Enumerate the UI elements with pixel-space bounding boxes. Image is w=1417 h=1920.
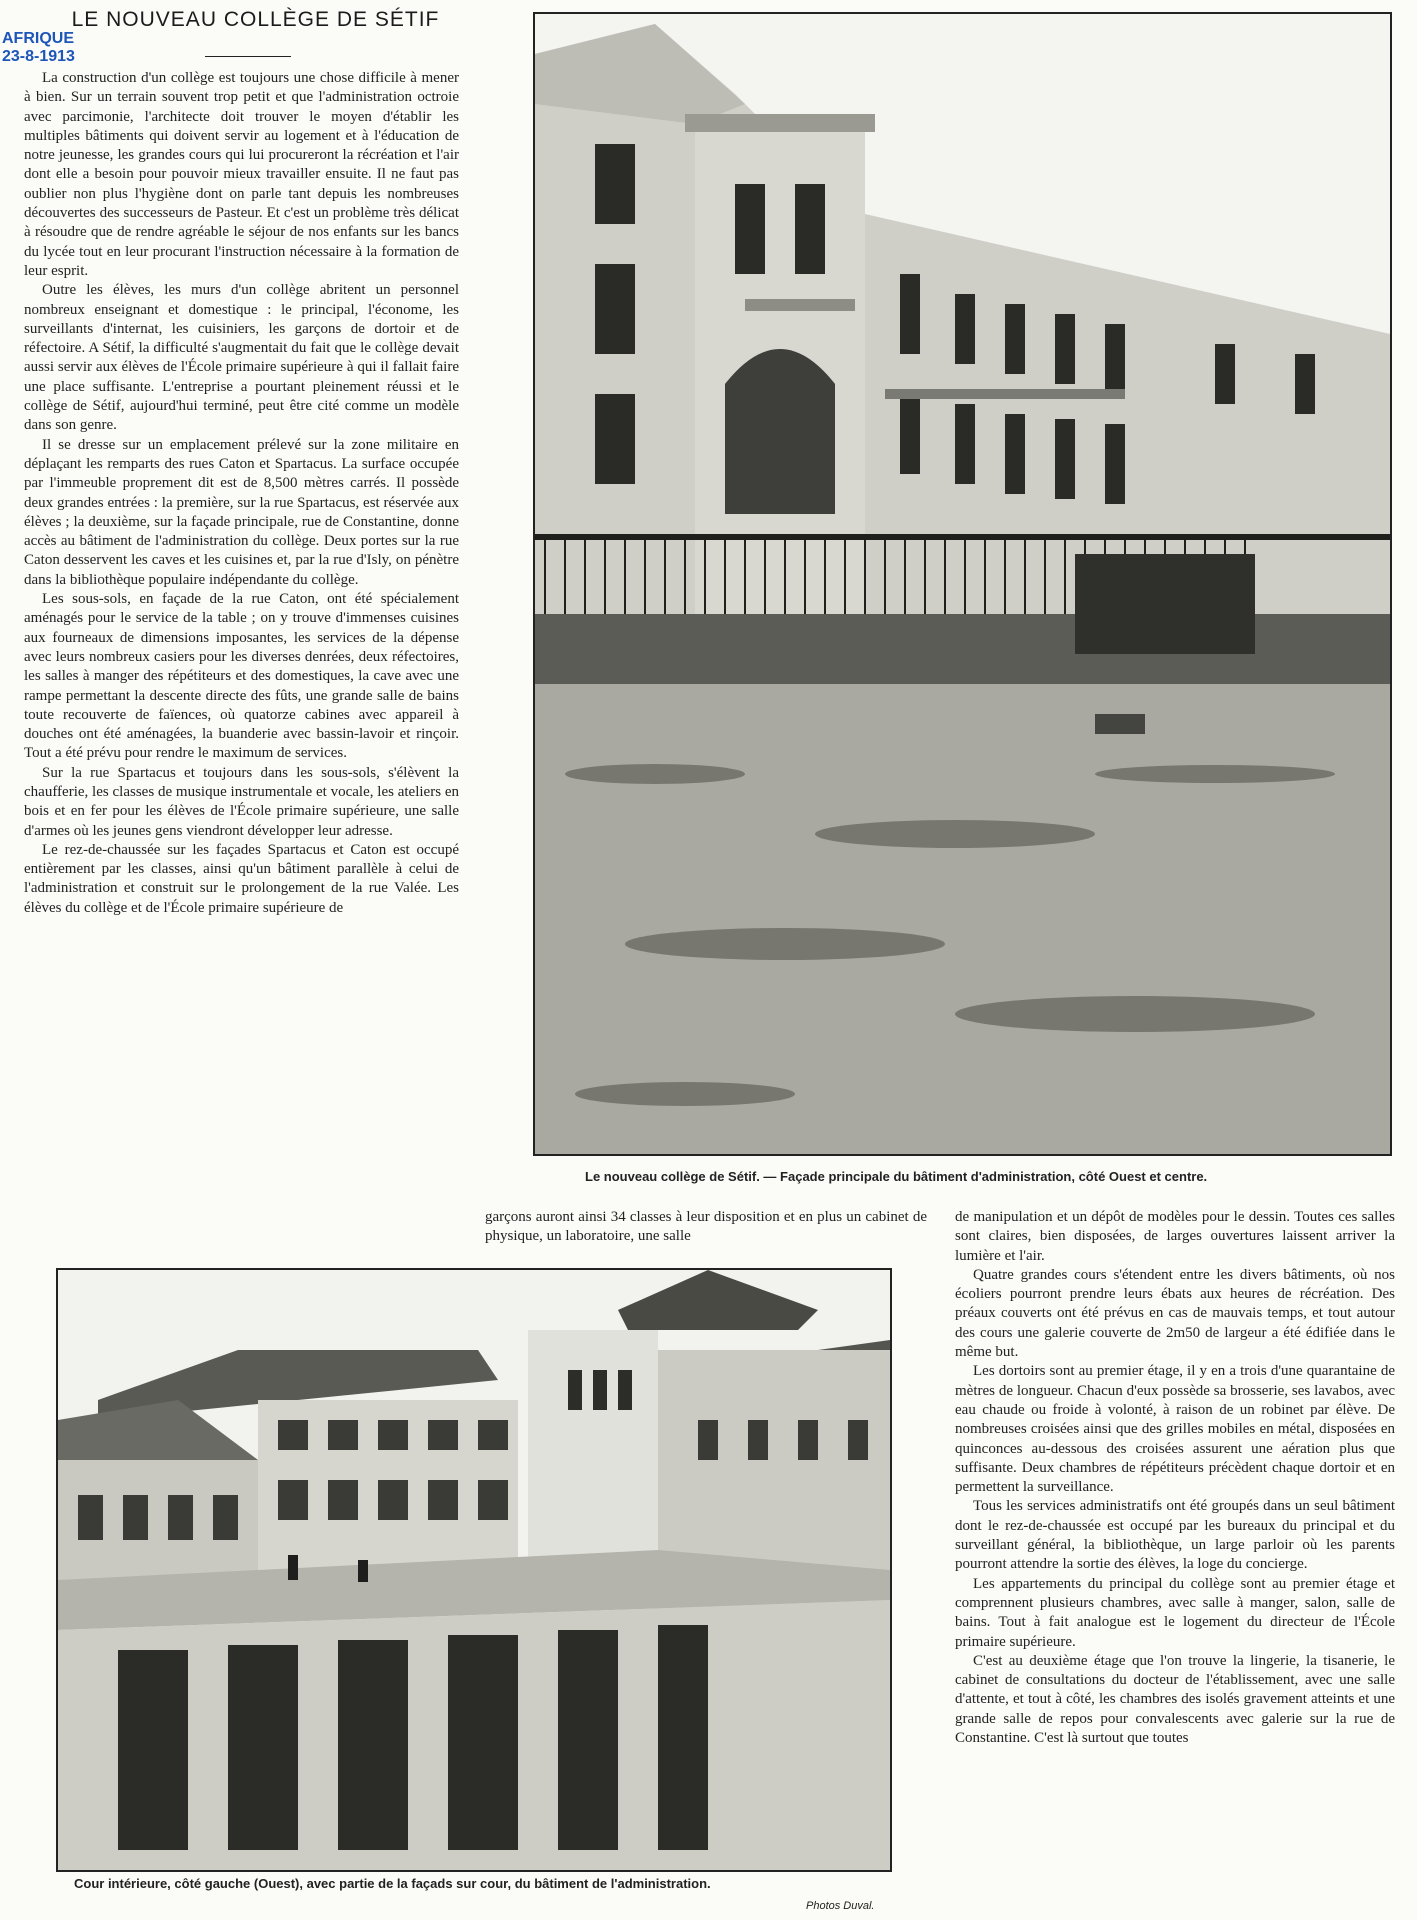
paragraph: Tous les services administratifs ont été groupés dans un seul bâtiment dont le rez-de-chaussée est occupé par les bureaux du principal et du surveillant général, la bibliothèque, un large parloir où les parents pourront attendre la sortie des élèves, la loge du concierge.	[955, 1498, 1395, 1573]
text-column-left	[24, 69, 459, 1247]
photo-facade	[533, 12, 1392, 1156]
photo-caption-facade: Le nouveau collège de Sétif. — Façade principale du bâtiment d'administration, côté Ouest et centre.	[585, 1169, 1208, 1184]
photo-caption-courtyard: Cour intérieure, côté gauche (Ouest), avec partie de la façads sur cour, du bâtiment de l'administration.	[74, 1876, 711, 1891]
paragraph: Les dortoirs sont au premier étage, il y en a trois d'une quarantaine de mètres de longueur. Chacun d'eux possède sa brosserie, ses lavabos, avec eau chaude ou froide à volonté, à raison de un robinet par élève. De nombreuses croisées ainsi que des grilles mobiles en métal, disposées en quinconces au-dessous des croisées assurent une aération plus que suffisante. Deux chambres de répétiteurs précèdent chaque dortoir et en permettent la surveillance.	[955, 1363, 1395, 1496]
paragraph: garçons auront ainsi 34 classes à leur disposition et en plus un cabinet de physique, un laboratoire, une salle	[485, 1209, 927, 1245]
article-title: LE NOUVEAU COLLÈGE DE SÉTIF	[71, 8, 440, 31]
stamp-source: AFRIQUE	[2, 30, 74, 47]
text-column-right	[955, 1208, 1395, 1916]
photo-courtyard	[56, 1268, 892, 1872]
paragraph: Les appartements du principal du collège sont au premier étage et comprennent plusieurs chambres, avec salle à manger, salon, salle de bains. Tout à fait analogue est le logement du directeur de l'École primaire supérieure.	[955, 1575, 1395, 1650]
paragraph: Les sous-sols, en façade de la rue Caton, ont été spécialement aménagés pour le service de la table ; on y trouve d'immenses cuisines aux fourneaux de dimensions imposantes, les services de la dépense avec leurs nombreux casiers pour les diverses denrées, deux réfectoires, les salles à manger des répétiteurs et des domestiques, la cave avec une rampe permettant la descente directe des fûts, une grande salle de bains toute recouverte de faïences, où quatorze cabines avec appareil à douches ont été aménagées, la buanderie avec bassin-lavoir et rinçoir. Tout a été prévu pour rendre le maximum de services.	[24, 591, 459, 762]
facade-photo-image	[535, 14, 1390, 1154]
photo-credit: Photos Duval.	[806, 1900, 875, 1912]
paragraph: Le rez-de-chaussée sur les façades Spartacus et Caton est occupé entièrement par les classes, ainsi qu'un bâtiment parallèle à celui de l'administration et construit sur le prolongement de la rue Valée. Les élèves du collège et de l'École primaire supérieure de	[24, 841, 459, 916]
paragraph: Outre les élèves, les murs d'un collège abritent un personnel nombreux enseignant et domestique : le principal, l'économe, les surveillants d'internat, les cuisiniers, les garçons de dortoir et de réfectoire. A Sétif, la difficulté s'augmentait du fait que le collège devait aussi servir aux élèves de l'École primaire supérieure à qui il fallait faire une place suffisante. L'entreprise a pourtant pleinement réussi et le collège de Sétif, aujourd'hui terminé, peut être cité comme un modèle dans son genre.	[24, 282, 459, 434]
paragraph: C'est au deuxième étage que l'on trouve la lingerie, la tisanerie, le cabinet de consultations du docteur de l'établissement, avec une salle d'attente, et tout à côté, les chambres des isolés gravement atteints et une grande salle de repos pour convalescents avec galerie sur la rue de Constantine. C'est là surtout que toutes	[955, 1652, 1395, 1747]
stamp-date: 23-8-1913	[2, 48, 75, 65]
text-column-middle	[485, 1208, 927, 1250]
paragraph: de manipulation et un dépôt de modèles pour le dessin. Toutes ces salles sont claires, bien disposées, de larges ouvertures laissent arriver la lumière et l'air.	[955, 1209, 1395, 1264]
paragraph: Il se dresse sur un emplacement prélevé sur la zone militaire en déplaçant les remparts des rues Caton et Spartacus. La surface occupée par l'immeuble proprement dit est de 8,500 mètres carrés. Il possède deux grandes entrées : la première, sur la rue Spartacus, est réservée aux élèves ; la deuxième, sur la façade principale, rue de Constantine, donne accès au bâtiment de l'administration du collège. Deux portes sur la rue Caton desservent les caves et les cuisines et, par la rue d'Isly, on pénètre dans la bibliothèque populaire indépendante du collège.	[24, 436, 459, 588]
paragraph: Quatre grandes cours s'étendent entre les divers bâtiments, où nos écoliers pourront prendre leurs ébats aux heures de récréation. Des préaux couverts ont été prévus en cas de mauvais temps, et tout autour des cours une galerie couverte de 2m50 de largeur a été édifiée dans le même but.	[955, 1266, 1395, 1361]
archive-stamp	[2, 30, 82, 66]
paragraph: La construction d'un collège est toujours une chose difficile à mener à bien. Sur un terrain souvent trop petit et que l'administration octroie avec parcimonie, l'architecte doit trouver le moyen d'établir les multiples bâtiments qui doivent servir au logement et à l'éducation de notre jeunesse, les grandes cours qui lui procureront la récréation et l'air dont elle a besoin pour pouvoir mieux travailler ensuite. Il ne faut pas oublier non plus l'hygiène dont on parle tant depuis les nombreuses découvertes des successeurs de Pasteur. Et c'est un problème très délicat à résoudre que de rendre agréable le séjour de nos enfants sur les bancs du lycée tout en leur procurant l'instruction nécessaire à la formation de leur esprit.	[24, 70, 459, 279]
courtyard-photo-image	[58, 1270, 890, 1870]
paragraph: Sur la rue Spartacus et toujours dans les sous-sols, s'élèvent la chaufferie, les classes de musique instrumentale et vocale, les ateliers en bois et en fer pour les élèves de l'École primaire supérieure, une salle d'armes où les jeunes gens viendront développer leur adresse.	[24, 764, 459, 839]
title-rule	[205, 56, 291, 57]
